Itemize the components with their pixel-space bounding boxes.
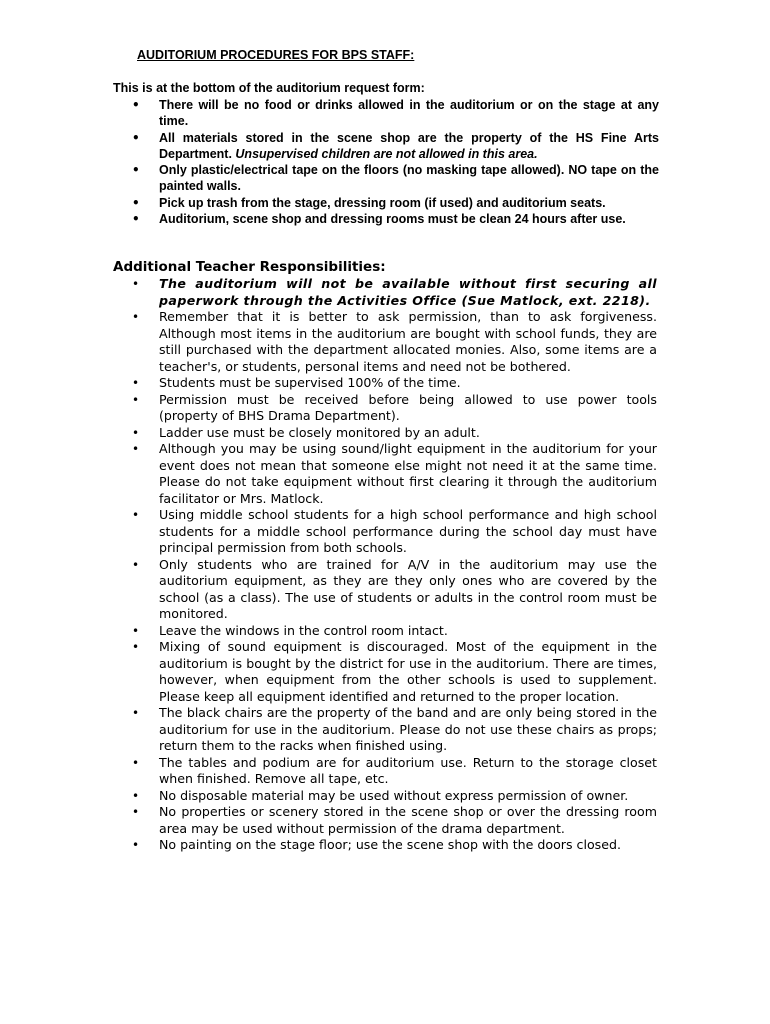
list-item: • Using middle school students for a high school performance and high school students for a middle school performance during the school day must have principal permission from both schools.: [132, 507, 657, 555]
bullet-icon: •: [132, 442, 140, 456]
list-item: • Students must be supervised 100% of the time.: [132, 375, 461, 390]
document-title: AUDITORIUM PROCEDURES FOR BPS STAFF:: [137, 48, 415, 62]
list-item: • Only students who are trained for A/V in the auditorium may use the auditorium equipment, as they are they only ones who are covered by the school (as a class). The use of students or adults in the control room must be monitored.: [132, 556, 657, 621]
list-item: • Ladder use must be closely monitored by an adult.: [132, 424, 480, 440]
list-item: • Permission must be received before being allowed to use power tools (property of BHS Drama Department).: [132, 391, 657, 423]
bullet-icon: •: [132, 212, 140, 227]
supervision-note: Unsupervised children are not allowed in this area.: [235, 146, 538, 161]
list-item: • Leave the windows in the control room intact.: [132, 622, 448, 638]
list-item: • All materials stored in the scene shop are the property of the HS Fine Arts Department. Unsupervised children are not allowed in this area.: [132, 130, 659, 161]
list-item: • Remember that it is better to ask permission, than to ask forgiveness. Although most items in the auditorium are bought with school funds, they are still purchased with the department allocated monies. Also, some items are a teacher's, or students, personal items and need not be bothered.: [132, 309, 657, 374]
list-item: • No properties or scenery stored in the scene shop or over the dressing room area may be used without permission of the drama department.: [132, 804, 657, 836]
responsibilities-list: [132, 276, 657, 854]
list-item: • Auditorium, scene shop and dressing rooms must be clean 24 hours after use.: [132, 212, 626, 227]
bullet-icon: •: [132, 640, 140, 654]
bullet-icon: •: [132, 195, 140, 210]
bullet-icon: •: [132, 557, 140, 572]
bullet-icon: •: [132, 163, 140, 178]
list-item: • The tables and podium are for auditorium use. Return to the storage closet when finished. Remove all tape, etc.: [132, 754, 657, 786]
bullet-icon: •: [132, 130, 140, 145]
bullet-icon: •: [132, 623, 140, 638]
list-item: • No disposable material may be used without express permission of owner.: [132, 787, 629, 803]
bullet-icon: •: [132, 755, 140, 770]
bullet-icon: •: [132, 706, 140, 720]
list-item: • Although you may be using sound/light equipment in the auditorium for your event does not mean that someone else might not need it at the same time. Please do not take equipment without first clearing it through the auditorium facilitator or Mrs. Matlock.: [132, 441, 657, 506]
responsibilities-heading: Additional Teacher Responsibilities:: [113, 259, 386, 275]
bullet-icon: •: [132, 838, 140, 852]
list-item: • There will be no food or drinks allowed in the auditorium or on the stage at any time.: [132, 98, 659, 129]
list-item: • Only plastic/electrical tape on the floors (no masking tape allowed). NO tape on the painted walls.: [132, 163, 659, 194]
form-rules-list: [132, 97, 659, 227]
bullet-icon: •: [132, 277, 140, 291]
bullet-icon: •: [132, 508, 140, 522]
list-item: • Pick up trash from the stage, dressing room (if used) and auditorium seats.: [132, 195, 606, 210]
bullet-icon: •: [132, 805, 140, 819]
list-item: • The black chairs are the property of the band and are only being stored in the auditorium for use in the auditorium. Please do not use these chairs as props; return them to the racks when finished using.: [132, 705, 657, 753]
bullet-icon: •: [132, 376, 140, 390]
list-item: • No painting on the stage floor; use the scene shop with the doors closed.: [132, 837, 621, 852]
list-item: • Mixing of sound equipment is discouraged. Most of the equipment in the auditorium is bought by the district for use in the auditorium. There are times, however, when equipment from the other schools is used to supplement. Please keep all equipment identified and returned to the proper location.: [132, 639, 657, 704]
bullet-icon: •: [132, 310, 140, 324]
bullet-icon: •: [132, 98, 140, 112]
intro-line: This is at the bottom of the auditorium request form:: [113, 81, 425, 95]
bullet-icon: •: [132, 392, 140, 407]
bullet-icon: •: [132, 788, 140, 803]
bullet-icon: •: [132, 425, 140, 440]
list-item: • The auditorium will not be available without first securing all paperwork through the Activities Office (Sue Matlock, ext. 2218).: [132, 276, 657, 308]
